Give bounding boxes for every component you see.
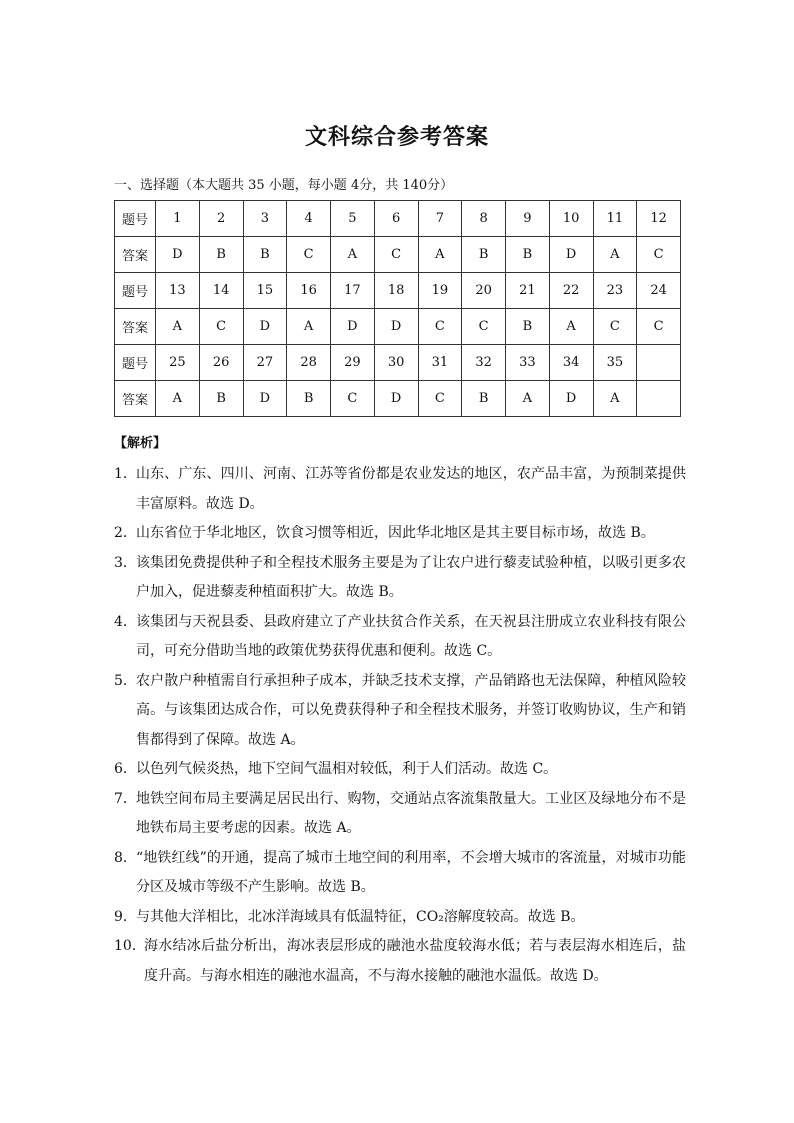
list-item: [114, 460, 686, 519]
item-number: 4．: [114, 613, 137, 630]
table-cell: B: [243, 237, 287, 273]
table-cell: D: [243, 381, 287, 417]
table-cell: 23: [593, 273, 637, 309]
table-cell: B: [462, 237, 506, 273]
item-text: 山东省位于华北地区，饮食习惯等相近，因此华北地区是其主要目标市场，故选 B。: [136, 525, 655, 541]
table-cell: 6: [374, 201, 418, 237]
table-cell: D: [549, 381, 593, 417]
table-cell: C: [199, 309, 243, 345]
table-cell: C: [462, 309, 506, 345]
table-cell: A: [593, 237, 637, 273]
table-cell: D: [331, 309, 375, 345]
item-number: 7．: [114, 790, 137, 807]
list-item: [114, 844, 686, 903]
table-cell: 24: [637, 273, 681, 309]
answer-table: [114, 200, 681, 417]
table-cell: 2: [199, 201, 243, 237]
table-cell: [637, 345, 681, 381]
row-label: 答案: [115, 309, 156, 345]
table-row: [115, 309, 681, 345]
item-number: 10．: [114, 938, 146, 954]
table-cell: 20: [462, 273, 506, 309]
item-number: 8．: [114, 849, 137, 866]
table-cell: 30: [374, 345, 418, 381]
row-label: 答案: [115, 381, 156, 417]
table-cell: C: [287, 237, 331, 273]
table-cell: [637, 381, 681, 417]
table-cell: B: [506, 237, 550, 273]
table-cell: A: [418, 237, 462, 273]
table-cell: 7: [418, 201, 462, 237]
item-text: 地铁空间布局主要满足居民出行、购物，交通站点客流集散量大。工业区及绿地分布不是地铁布局主要考虑的因素。故选 A。: [136, 790, 686, 836]
table-cell: 35: [593, 345, 637, 381]
table-cell: 9: [506, 201, 550, 237]
row-label: 题号: [115, 201, 156, 237]
table-cell: B: [287, 381, 331, 417]
table-cell: B: [462, 381, 506, 417]
table-cell: 29: [331, 345, 375, 381]
table-cell: A: [549, 309, 593, 345]
table-cell: 4: [287, 201, 331, 237]
table-cell: A: [331, 237, 375, 273]
table-cell: C: [374, 237, 418, 273]
table-cell: 34: [549, 345, 593, 381]
table-cell: A: [156, 309, 200, 345]
analysis-heading: 【解析】: [114, 436, 167, 451]
list-item: [114, 785, 686, 844]
table-cell: D: [374, 381, 418, 417]
table-cell: 21: [506, 273, 550, 309]
table-cell: D: [243, 309, 287, 345]
item-text: 与其他大洋相比，北冰洋海域具有低温特征，CO₂溶解度较高。故选 B。: [136, 908, 585, 925]
table-cell: 32: [462, 345, 506, 381]
table-cell: 22: [549, 273, 593, 309]
table-cell: 26: [199, 345, 243, 381]
list-item: [114, 755, 686, 785]
row-label: 题号: [115, 345, 156, 381]
analysis-list: [114, 460, 686, 991]
item-text: 该集团与天祝县委、县政府建立了产业扶贫合作关系，在天祝县注册成立农业科技有限公司，可充分借助当地的政策优势获得优惠和便利。故选 C。: [136, 613, 686, 659]
table-cell: 28: [287, 345, 331, 381]
table-cell: D: [156, 237, 200, 273]
table-cell: 15: [243, 273, 287, 309]
row-label: 题号: [115, 273, 156, 309]
table-cell: 3: [243, 201, 287, 237]
table-cell: C: [418, 309, 462, 345]
table-row: [115, 273, 681, 309]
table-row: [115, 381, 681, 417]
list-item: [114, 608, 686, 667]
list-item: [114, 549, 686, 608]
item-number: 3．: [114, 554, 137, 571]
page-title: 文科综合参考答案: [304, 125, 489, 150]
table-cell: 27: [243, 345, 287, 381]
table-cell: C: [418, 381, 462, 417]
item-number: 6．: [114, 761, 137, 777]
table-cell: 18: [374, 273, 418, 309]
table-cell: A: [506, 381, 550, 417]
section-header: 一、选择题（本大题共 35 小题，每小题 4分，共 140分）: [114, 178, 454, 193]
list-item: [114, 667, 686, 756]
table-cell: C: [331, 381, 375, 417]
table-row: [115, 201, 681, 237]
table-cell: 19: [418, 273, 462, 309]
table-cell: 17: [331, 273, 375, 309]
table-cell: A: [156, 381, 200, 417]
list-item: [114, 903, 686, 933]
table-cell: 13: [156, 273, 200, 309]
list-item: [114, 519, 686, 549]
table-cell: 31: [418, 345, 462, 381]
list-item: [114, 932, 686, 991]
table-cell: B: [199, 237, 243, 273]
table-cell: B: [199, 381, 243, 417]
table-cell: 25: [156, 345, 200, 381]
table-cell: 8: [462, 201, 506, 237]
table-cell: D: [549, 237, 593, 273]
table-cell: C: [593, 309, 637, 345]
item-text: 该集团免费提供种子和全程技术服务主要是为了让农户进行藜麦试验种植，以吸引更多农户加入，促进藜麦种植面积扩大。故选 B。: [136, 554, 686, 600]
item-text: 海水结冰后盐分析出，海冰表层形成的融池水盐度较海水低；若与表层海水相连后，盐度升高。与海水相连的融池水温高，不与海水接触的融池水温低。故选 D。: [144, 938, 686, 984]
table-cell: 5: [331, 201, 375, 237]
table-cell: D: [374, 309, 418, 345]
table-row: [115, 237, 681, 273]
item-text: 以色列气候炎热，地下空间气温相对较低，利于人们活动。故选 C。: [136, 761, 558, 777]
item-text: 山东、广东、四川、河南、江苏等省份都是农业发达的地区，农产品丰富，为预制菜提供丰富原料。故选 D。: [136, 466, 686, 512]
table-cell: 14: [199, 273, 243, 309]
table-cell: 16: [287, 273, 331, 309]
table-cell: B: [506, 309, 550, 345]
table-cell: 33: [506, 345, 550, 381]
item-number: 2．: [114, 525, 137, 541]
row-label: 答案: [115, 237, 156, 273]
item-text: “地铁红线”的开通，提高了城市土地空间的利用率，不会增大城市的客流量，对城市功能分区及城市等级不产生影响。故选 B。: [136, 849, 686, 895]
table-cell: C: [637, 309, 681, 345]
item-number: 9．: [114, 908, 137, 925]
table-cell: 12: [637, 201, 681, 237]
table-cell: 11: [593, 201, 637, 237]
table-cell: A: [287, 309, 331, 345]
table-cell: 10: [549, 201, 593, 237]
table-cell: A: [593, 381, 637, 417]
item-number: 1．: [114, 466, 137, 482]
table-cell: C: [637, 237, 681, 273]
item-number: 5．: [114, 672, 137, 689]
table-cell: 1: [156, 201, 200, 237]
table-row: [115, 345, 681, 381]
item-text: 农户散户种植需自行承担种子成本，并缺乏技术支撑，产品销路也无法保障，种植风险较高。与该集团达成合作，可以免费获得种子和全程技术服务，并签订收购协议，生产和销售都得到了保障。故选 A。: [136, 672, 686, 748]
